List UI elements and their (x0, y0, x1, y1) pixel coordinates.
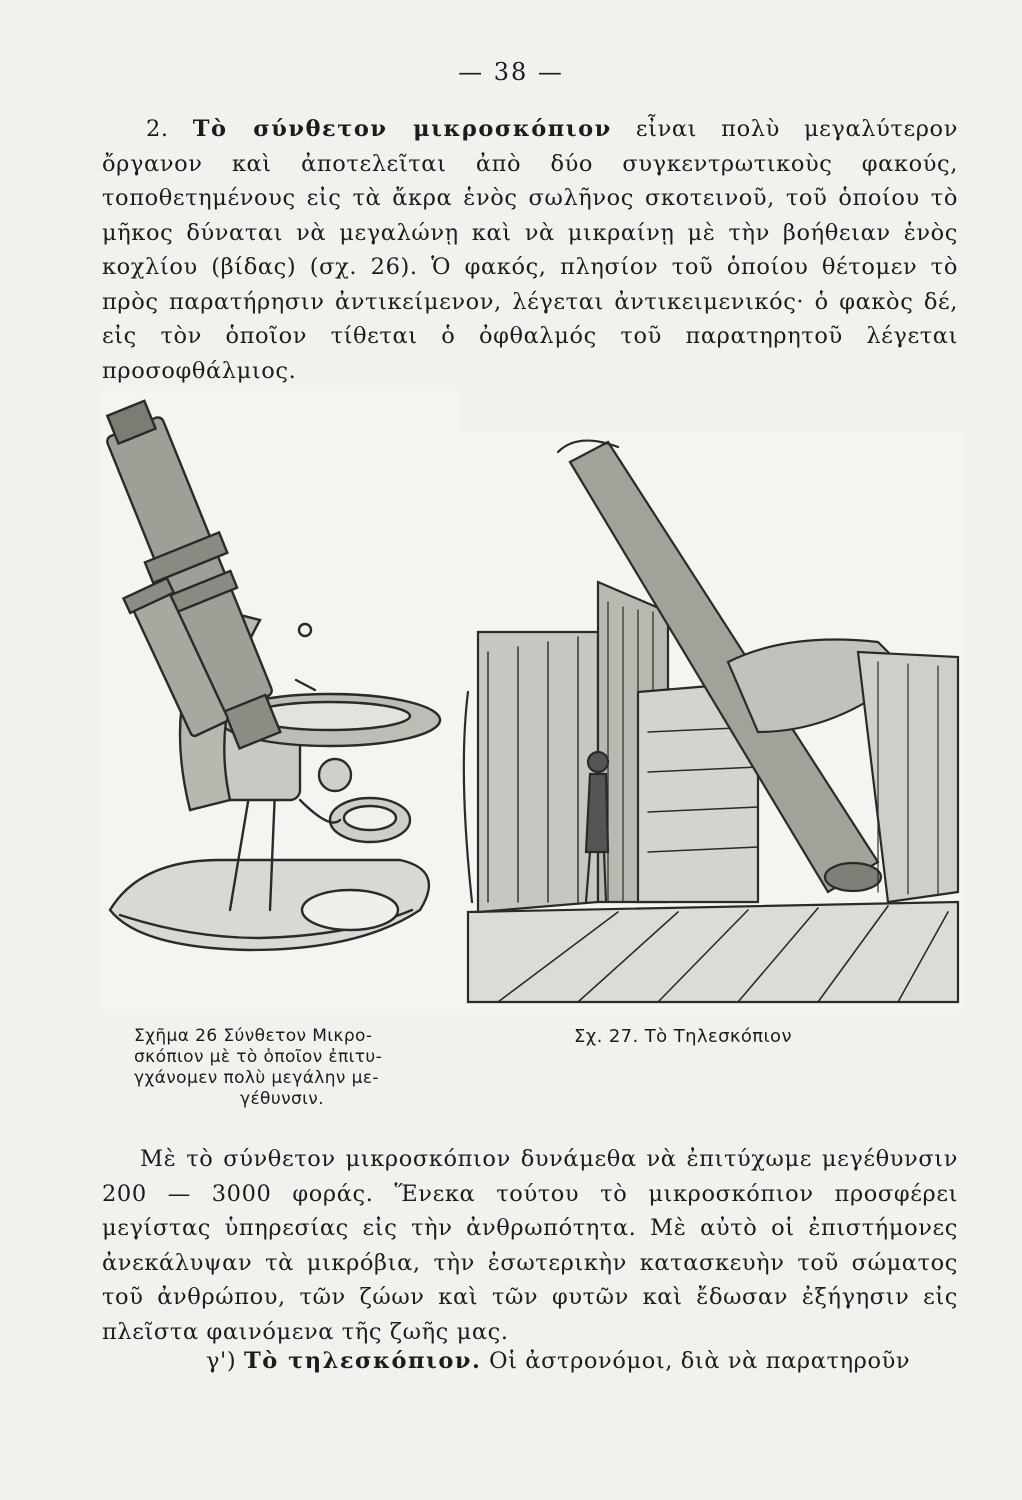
telescope-engraving (458, 432, 964, 1010)
caption-line: σκόπιον μὲ τὸ ὁποῖον ἐπιτυ- (134, 1047, 383, 1067)
paragraph-number: 2. (146, 116, 169, 142)
paragraph-heading: Τὸ σύνθετον μικροσκόπιον (192, 116, 612, 142)
microscope-engraving (100, 390, 460, 1010)
caption-line: γχάνομεν πολὺ μεγάλην με- (134, 1068, 379, 1088)
figure-26-caption (134, 1026, 434, 1110)
paragraph-magnification: Μὲ τὸ σύνθετον μικροσκόπιον δυνάμεθα νὰ ἐπιτύχωμε μεγέθυνσιν 200 — 3000 φοράς. Ἕνεκα τούτου τὸ μικροσκόπιον προσφέρει μεγίστας ὑπηρεσίας εἰς τὴν ἀνθρωπότητα. Μὲ αὐτὸ οἱ ἐπιστήμονες ἀνεκάλυψαν τὰ μικρόβια, τὴν ἐσωτερικὴν κατασκευὴν τοῦ σώματος τοῦ ἀνθρώπου, τῶν ζώων καὶ τῶν φυτῶν καὶ ἔδωσαν ἐξήγησιν εἰς πλεῖστα φαινόμενα τῆς ζωῆς μας. (102, 1146, 958, 1345)
paragraph-text: Οἱ ἀστρονόμοι, διὰ νὰ παρατηροῦν (489, 1348, 911, 1374)
caption-line: γέθυνσιν. (240, 1089, 325, 1109)
paragraph-microscope (102, 112, 958, 388)
figure-26-microscope-illustration (100, 390, 460, 1010)
caption-line: Σχῆμα 26 Σύνθετον Μικρο- (134, 1026, 373, 1046)
figure-27-telescope-illustration (458, 432, 964, 1010)
figure-27-caption: Σχ. 27. Τὸ Τηλεσκόπιον (574, 1026, 792, 1047)
paragraph-heading: Τὸ τηλεσκόπιον. (243, 1348, 482, 1374)
page-number: — 38 — (458, 58, 564, 86)
paragraph-number: γ') (206, 1348, 237, 1374)
paragraph-text: εἶναι πολὺ μεγαλύτερον ὄργανον καὶ ἀποτελεῖται ἀπὸ δύο συγκεντρωτικοὺς φακούς, τοποθετημένους εἰς τὰ ἄκρα ἑνὸς σωλῆνος σκοτεινοῦ, τοῦ ὁποίου τὸ μῆκος δύναται νὰ μεγαλώνῃ καὶ νὰ μικραίνῃ μὲ τὴν βοήθειαν ἑνὸς κοχλίου (βίδας) (σχ. 26). Ὁ φακός, πλησίον τοῦ ὁποίου θέτομεν τὸ πρὸς παρατήρησιν ἀντικείμενον, λέγεται ἀντικειμενικός· ὁ φακὸς δέ, εἰς τὸν ὁποῖον τίθεται ὁ ὀφθαλμός τοῦ παρατηρητοῦ λέγεται προσοφθάλμιος. (102, 116, 958, 384)
paragraph-telescope (102, 1344, 958, 1379)
